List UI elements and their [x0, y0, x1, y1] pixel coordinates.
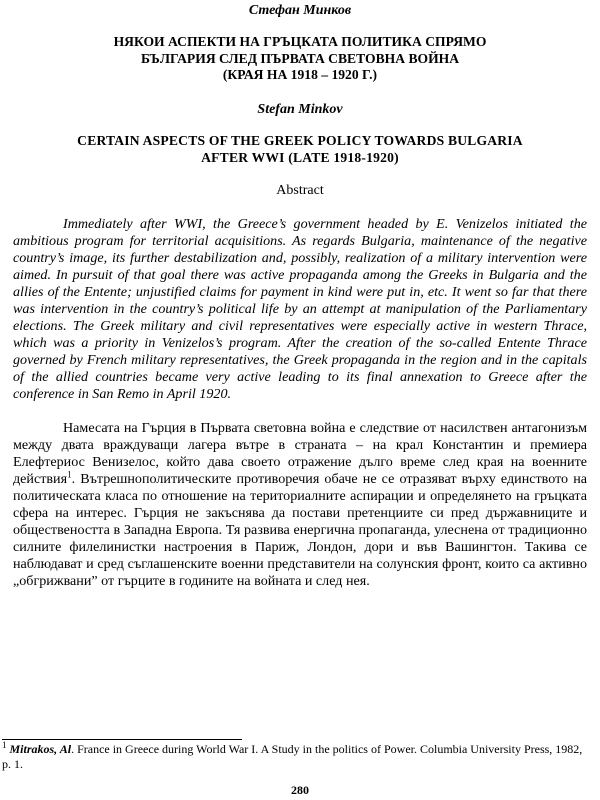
title-english	[13, 132, 587, 166]
footnote-author: Mitrakos, Al	[9, 742, 72, 756]
abstract-heading: Abstract	[276, 182, 324, 198]
body-text-part: Намесата на Гърция в Първата световна война е следствие от насилствен антагонизъм между двата враждуващи лагера вътре в страната – на крал Константин и премиера Елефтериос Венизелос, който дава своето отражение дълго време след края на военните действия	[13, 420, 587, 488]
page-number: 280	[291, 783, 309, 797]
author-name-bulgarian: Стефан Минков	[248, 3, 352, 18]
author-name-english: Stefan Minkov	[257, 101, 343, 117]
footnote-text: . France in Greece during World War I. A Study in the politics of Power. Columbia University Press, 1982, p. 1.	[2, 742, 583, 771]
body-paragraph	[13, 420, 587, 590]
title-bulgarian-line: (КРАЯ НА 1918 – 1920 Г.)	[222, 67, 378, 82]
title-bulgarian	[13, 34, 587, 84]
title-bulgarian-line: БЪЛГАРИЯ СЛЕД ПЪРВАТА СВЕТОВНА ВОЙНА	[140, 50, 460, 66]
title-bulgarian-line: НЯКОИ АСПЕКТИ НА ГРЪЦКАТА ПОЛИТИКА СПРЯМО	[113, 34, 487, 49]
footnote-divider	[2, 739, 242, 740]
abstract-paragraph: Immediately after WWI, the Greece’s government headed by E. Venizelos initiated the ambitious program for territorial acquisitions. As regards Bulgaria, maintenance of the negative country’s image, its further destabilization and, possibly, realization of a military intervention were aimed. In pursuit of that goal there was active propaganda among the Greeks in Bulgaria and the allies of the Entente; unjustified claims for payment in kind were put in, etc. It went so far that there was intervention in the country’s political life by an attempt at manipulation of the Parliamentary elections. The Greek military and civil representatives were especially active in western Thrace, which was a priority in Venizelos’s program. After the creation of the so-called Entente Thrace governed by French military representatives, the Greek propaganda in the region and in the capitals of the allied countries became very active leading to its final annexation to Greece after the conference in San Remo in April 1920.	[13, 215, 587, 402]
footnote-reference[interactable]: 1	[67, 469, 72, 480]
title-english-line: AFTER WWI (LATE 1918-1920)	[201, 149, 399, 165]
title-english-line: CERTAIN ASPECTS OF THE GREEK POLICY TOWARDS BULGARIA	[77, 132, 523, 148]
footnote	[2, 742, 588, 771]
body-text-part: . Вътрешнополитическите противоречия обаче не се отразяват върху единството на политическата класа по отношение на териториалните аспирации и определянето на гръцката сфера на интерес. Гърция не закъснява да постави претенциите си пред държавниците и обществеността в Западна Европа. Тя развива енергична пропаганда, улеснена от традиционно силните филелинистки настроения в Париж, Лондон, дори и във Вашингтон. Такива се наблюдават и сред съглашенските военни представители на солунския фронт, които са активно „обгрижвани” от гърците в годините на войната и след нея.	[13, 471, 587, 590]
footnote-number: 1	[2, 740, 7, 750]
